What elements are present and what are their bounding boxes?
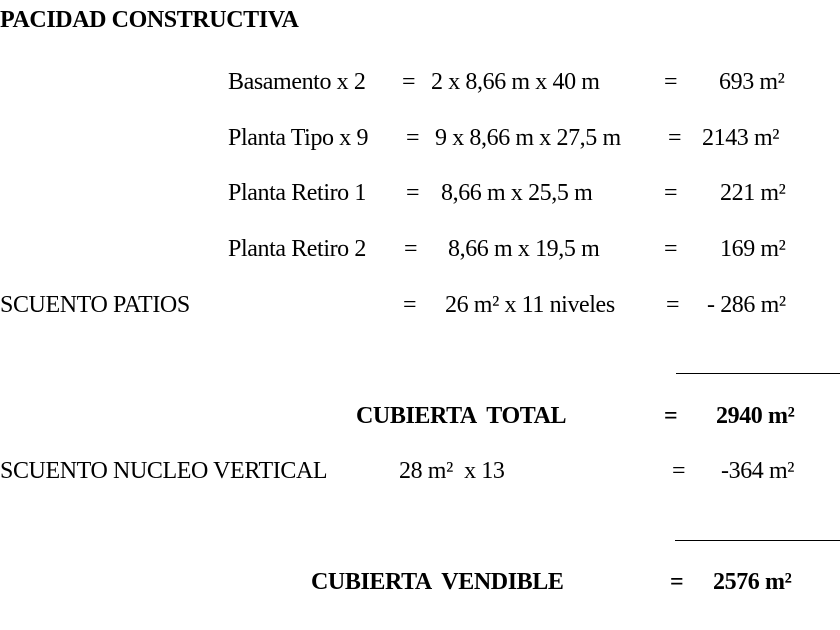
row-label: Planta Retiro 1 — [228, 180, 366, 206]
row-result: -364 m² — [721, 458, 795, 484]
vendible-label: CUBIERTA VENDIBLE — [311, 569, 564, 595]
vendible-value: 2576 m² — [713, 569, 792, 595]
total-equals: = — [664, 403, 678, 429]
row-equals: = — [404, 236, 418, 262]
row-equals-result: = — [664, 236, 678, 262]
row-formula: 8,66 m x 19,5 m — [448, 236, 600, 262]
row-equals-result: = — [666, 292, 680, 318]
section-heading: PACIDAD CONSTRUCTIVA — [0, 7, 299, 33]
row-formula: 2 x 8,66 m x 40 m — [431, 69, 600, 95]
row-label: Planta Retiro 2 — [228, 236, 366, 262]
row-equals: = — [406, 125, 420, 151]
row-result: - 286 m² — [707, 292, 786, 318]
row-formula: 9 x 8,66 m x 27,5 m — [435, 125, 621, 151]
row-label: SCUENTO PATIOS — [0, 292, 190, 318]
row-label: Planta Tipo x 9 — [228, 125, 369, 151]
row-formula: 8,66 m x 25,5 m — [441, 180, 593, 206]
row-result: 221 m² — [720, 180, 786, 206]
row-equals: = — [403, 292, 417, 318]
row-label: SCUENTO NUCLEO VERTICAL — [0, 458, 328, 484]
row-result: 693 m² — [719, 69, 785, 95]
total-label: CUBIERTA TOTAL — [356, 403, 567, 429]
row-equals: = — [402, 69, 416, 95]
row-formula: 28 m² x 13 — [399, 458, 505, 484]
vendible-equals: = — [670, 569, 684, 595]
row-equals-result: = — [672, 458, 686, 484]
row-label: Basamento x 2 — [228, 69, 366, 95]
row-result: 169 m² — [720, 236, 786, 262]
total-value: 2940 m² — [716, 403, 795, 429]
row-equals: = — [406, 180, 420, 206]
row-equals-result: = — [664, 69, 678, 95]
row-formula: 26 m² x 11 niveles — [445, 292, 615, 318]
row-equals-result: = — [664, 180, 678, 206]
final-rule — [675, 540, 840, 541]
subtotal-rule — [676, 373, 840, 374]
row-equals-result: = — [668, 125, 682, 151]
row-result: 2143 m² — [702, 125, 780, 151]
